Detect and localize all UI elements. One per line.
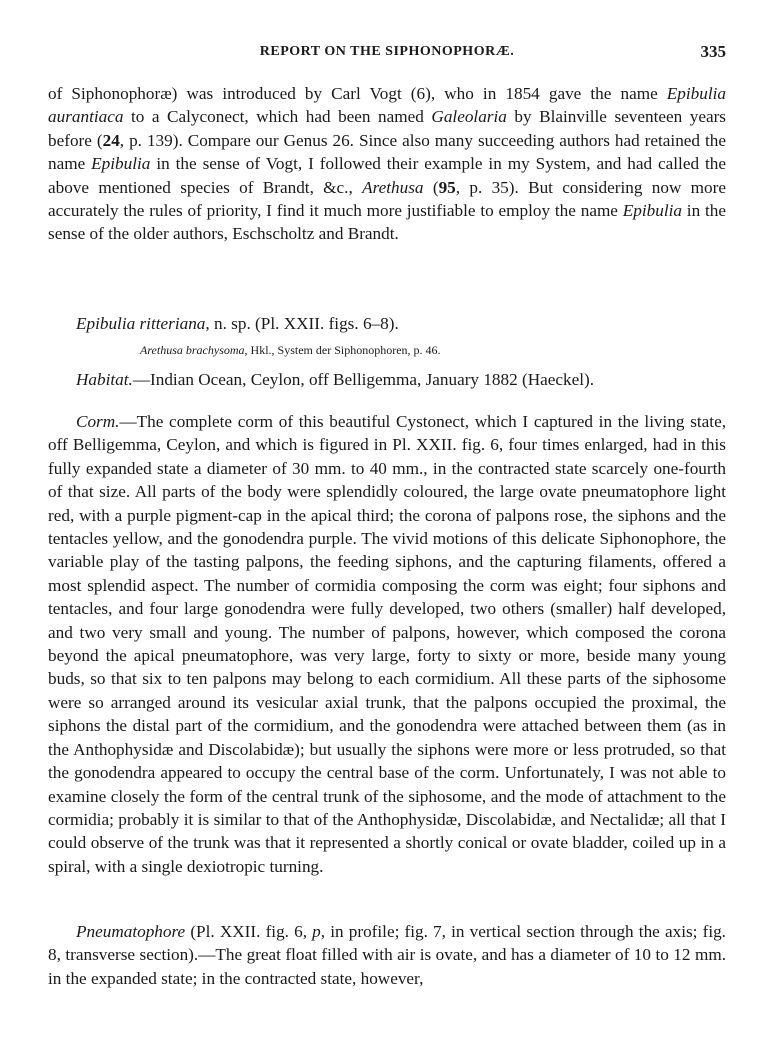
reference-number: 24 (102, 130, 120, 150)
pneumatophore-text: , in profile; fig. 7, in vertical section through the axis; fig. 8, transverse section).—The great float filled with air is ovate, and has a diameter of 10 to 12 mm. in the expanded state; in the contracted state, however, (48, 922, 726, 988)
corm-paragraph (48, 410, 726, 878)
figure-letter: p (312, 922, 321, 941)
pneumatophore-paragraph (48, 920, 726, 990)
taxon-name: Arethusa (362, 177, 424, 197)
reference-number: 95 (438, 177, 456, 197)
species-name: Epibulia ritteriana (76, 314, 206, 333)
intro-text: of Siphonophoræ) was introduced by Carl Vogt (6), who in 1854 gave the name (48, 84, 667, 103)
synonym-name: Arethusa brachysoma (140, 343, 245, 357)
intro-text: in the sense of Vogt, I followed their example in my System, and had called the above mentioned species of Brandt, &c., (48, 154, 726, 197)
running-title: REPORT ON THE SIPHONOPHORÆ. (259, 44, 515, 59)
pneumatophore-text: (Pl. XXII. fig. 6, (185, 922, 313, 941)
page-number: 335 (700, 42, 726, 61)
taxon-name: Epibulia aurantiaca (48, 84, 726, 127)
synonym-line (140, 342, 441, 358)
intro-text: in the sense of the older authors, Eschscholtz and Brandt. (48, 201, 726, 244)
habitat-line (76, 368, 594, 391)
intro-text: , p. 35). But considering now more accurately the rules of priority, I find it much more justifiable to employ the name (48, 177, 726, 221)
corm-text: —The complete corm of this beautiful Cystonect, which I captured in the living state, off Belligemma, Ceylon, and which is figured in Pl. XXII. fig. 6, four times enlarged, had in this fully expanded state a diameter of 30 mm. to 40 mm., in the contracted state scarcely one-fourth of that size. All parts of the body were splendidly coloured, the large ovate pneumatophore light red, with a purple pigment-cap in the apical third; the corona of palpons rose, the siphons and the tentacles yellow, and the gonodendra purple. The vivid motions of this delicate Siphonophore, the variable play of the tasting palpons, the feeding siphons, and the capturing filaments, offered a most splendid aspect. The number of cormidia composing the corm was eight; four siphons and tentacles, and four large gonodendra were fully developed, two others (smaller) half developed, and two very small and young. The number of palpons, however, which composed the corona beyond the apical pneumatophore, was very large, forty to sixty or more, beside many young buds, so that six to ten palpons may belong to each cormidium. All these parts of the siphosome were so arranged around its vesicular axial trunk, that the palpons occupied the proximal, the siphons the distal part of the cormidium, and the gonodendra were attached between them (as in the Anthophysidæ and Discolabidæ); but usually the siphons were more or less protruded, so that the gonodendra appeared to occupy the central base of the corm. Unfortunately, I was not able to examine closely the form of the central trunk of the siphosome, and the mode of attachment to the cormidia; probably it is similar to that of the Anthophysidæ, Discolabidæ, and Nectalidæ; all that I could observe of the trunk was that it represented a shortly conical or ovate bladder, coiled up in a spiral, with a single dexiotropic turning. (48, 412, 726, 876)
species-plate-ref: , n. sp. (Pl. XXII. figs. 6–8). (205, 314, 399, 333)
pneumatophore-label: Pneumatophore (76, 922, 186, 941)
taxon-name: Epibulia (622, 201, 682, 221)
page-header (48, 40, 726, 64)
intro-paragraph (48, 82, 726, 246)
habitat-label: Habitat. (76, 370, 133, 389)
intro-text: ( (423, 177, 439, 197)
synonym-reference: , Hkl., System der Siphonophoren, p. 46. (244, 343, 441, 357)
intro-text: to a Calyconect, which had been named (123, 107, 432, 127)
taxon-name: Galeolaria (431, 107, 507, 127)
species-heading (76, 312, 399, 335)
taxon-name: Epibulia (91, 154, 151, 174)
corm-label: Corm. (76, 412, 120, 431)
intro-text: , p. 139). Compare our Genus 26. Since also many succeeding authors had retained the name (48, 130, 726, 174)
habitat-text: —Indian Ocean, Ceylon, off Belligemma, January 1882 (Haeckel). (132, 370, 595, 389)
intro-text: by Blainville seventeen years before ( (48, 107, 727, 150)
